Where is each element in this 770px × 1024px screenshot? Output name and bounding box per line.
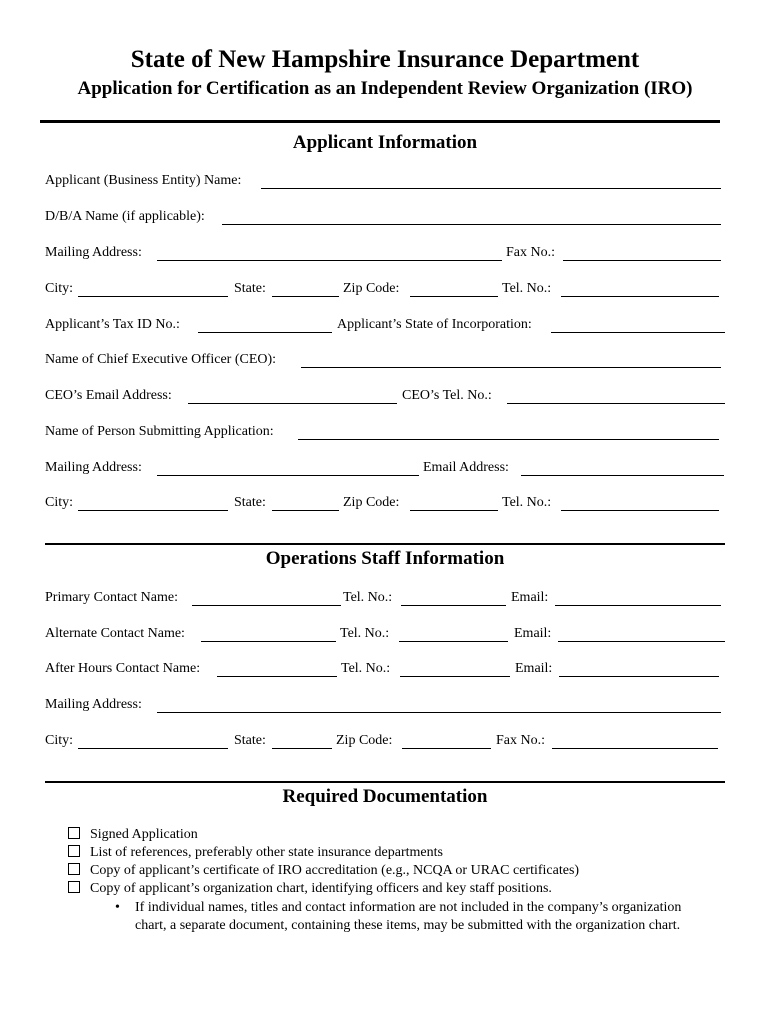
checkbox[interactable] [68, 845, 80, 857]
ops-city-label: City: [45, 733, 74, 748]
ceo-tel-field[interactable] [507, 403, 725, 404]
state-label: State: [234, 281, 266, 296]
after-hours-tel-field[interactable] [400, 676, 510, 677]
ceo-email-label: CEO’s Email Address: [45, 388, 172, 403]
submitter-email-field[interactable] [521, 475, 724, 476]
doc-item-label: Copy of applicant’s organization chart, identifying officers and key staff positions. [90, 881, 552, 896]
after-hours-email-field[interactable] [559, 676, 719, 677]
submitter-zip-label: Zip Code: [343, 495, 400, 510]
doc-checklist-item [68, 827, 198, 843]
submitter-state-field[interactable] [272, 510, 339, 511]
ceo-name-label: Name of Chief Executive Officer (CEO): [45, 352, 277, 367]
alternate-email-label: Email: [514, 626, 552, 641]
state-field[interactable] [272, 296, 339, 297]
business-name-field[interactable] [261, 188, 721, 189]
ops-state-label: State: [234, 733, 266, 748]
doc-checklist-item [68, 845, 443, 861]
doc-note-text: If individual names, titles and contact information are not included in the company’s organization chart, a separate document, containing these items, may be submitted with the organization chart. [135, 900, 682, 933]
checkbox[interactable] [68, 881, 80, 893]
submitter-label: Name of Person Submitting Application: [45, 424, 274, 439]
ops-mailing-field[interactable] [157, 712, 721, 713]
tel-label: Tel. No.: [502, 281, 552, 296]
ops-state-field[interactable] [272, 748, 332, 749]
after-hours-contact-label: After Hours Contact Name: [45, 661, 201, 676]
submitter-email-label: Email Address: [423, 460, 509, 475]
doc-checklist-item [68, 881, 552, 897]
dba-field[interactable] [222, 224, 721, 225]
section-title-documentation: Required Documentation [282, 786, 488, 807]
alternate-tel-label: Tel. No.: [340, 626, 390, 641]
primary-email-field[interactable] [555, 605, 721, 606]
doc-item-label: Signed Application [90, 827, 198, 842]
section-divider-documentation [45, 781, 725, 783]
ops-zip-field[interactable] [402, 748, 491, 749]
submitter-zip-field[interactable] [410, 510, 498, 511]
ops-mailing-label: Mailing Address: [45, 697, 142, 712]
submitter-mailing-field[interactable] [157, 475, 419, 476]
tel-field[interactable] [561, 296, 719, 297]
primary-tel-label: Tel. No.: [343, 590, 393, 605]
document-subtitle: Application for Certification as an Independent Review Organization (IRO) [77, 78, 693, 99]
submitter-city-label: City: [45, 495, 74, 510]
dba-label: D/B/A Name (if applicable): [45, 209, 205, 224]
fax-field[interactable] [563, 260, 721, 261]
section-title-applicant: Applicant Information [292, 132, 478, 153]
tax-id-label: Applicant’s Tax ID No.: [45, 317, 180, 332]
zip-label: Zip Code: [343, 281, 400, 296]
ops-zip-label: Zip Code: [336, 733, 393, 748]
submitter-mailing-label: Mailing Address: [45, 460, 142, 475]
primary-tel-field[interactable] [401, 605, 506, 606]
alternate-tel-field[interactable] [399, 641, 508, 642]
submitter-tel-field[interactable] [561, 510, 719, 511]
primary-contact-field[interactable] [192, 605, 341, 606]
business-name-label: Applicant (Business Entity) Name: [45, 173, 242, 188]
doc-item-label: Copy of applicant’s certificate of IRO accreditation (e.g., NCQA or URAC certificates) [90, 863, 580, 878]
alternate-contact-label: Alternate Contact Name: [45, 626, 185, 641]
submitter-tel-label: Tel. No.: [502, 495, 552, 510]
mailing-address-label: Mailing Address: [45, 245, 142, 260]
ops-fax-label: Fax No.: [496, 733, 545, 748]
checkbox[interactable] [68, 863, 80, 875]
after-hours-tel-label: Tel. No.: [341, 661, 391, 676]
city-field[interactable] [78, 296, 228, 297]
mailing-address-field[interactable] [157, 260, 502, 261]
alternate-contact-field[interactable] [201, 641, 336, 642]
header-divider [40, 120, 720, 123]
submitter-state-label: State: [234, 495, 266, 510]
checkbox[interactable] [68, 827, 80, 839]
after-hours-email-label: Email: [515, 661, 553, 676]
incorporation-field[interactable] [551, 332, 725, 333]
alternate-email-field[interactable] [558, 641, 725, 642]
after-hours-contact-field[interactable] [217, 676, 337, 677]
document-title: State of New Hampshire Insurance Department [130, 46, 640, 73]
bullet-icon: • [115, 900, 120, 915]
ops-fax-field[interactable] [552, 748, 718, 749]
ceo-name-field[interactable] [301, 367, 721, 368]
doc-checklist-item [68, 863, 579, 879]
ceo-email-field[interactable] [188, 403, 397, 404]
tax-id-field[interactable] [198, 332, 332, 333]
ceo-tel-label: CEO’s Tel. No.: [402, 388, 492, 403]
primary-email-label: Email: [511, 590, 549, 605]
ops-city-field[interactable] [78, 748, 228, 749]
incorporation-label: Applicant’s State of Incorporation: [337, 317, 532, 332]
zip-field[interactable] [410, 296, 498, 297]
city-label: City: [45, 281, 74, 296]
submitter-field[interactable] [298, 439, 719, 440]
submitter-city-field[interactable] [78, 510, 228, 511]
section-title-operations: Operations Staff Information [265, 548, 505, 569]
doc-item-label: List of references, preferably other state insurance departments [90, 845, 443, 860]
fax-label: Fax No.: [506, 245, 555, 260]
primary-contact-label: Primary Contact Name: [45, 590, 178, 605]
section-divider-operations [45, 543, 725, 545]
